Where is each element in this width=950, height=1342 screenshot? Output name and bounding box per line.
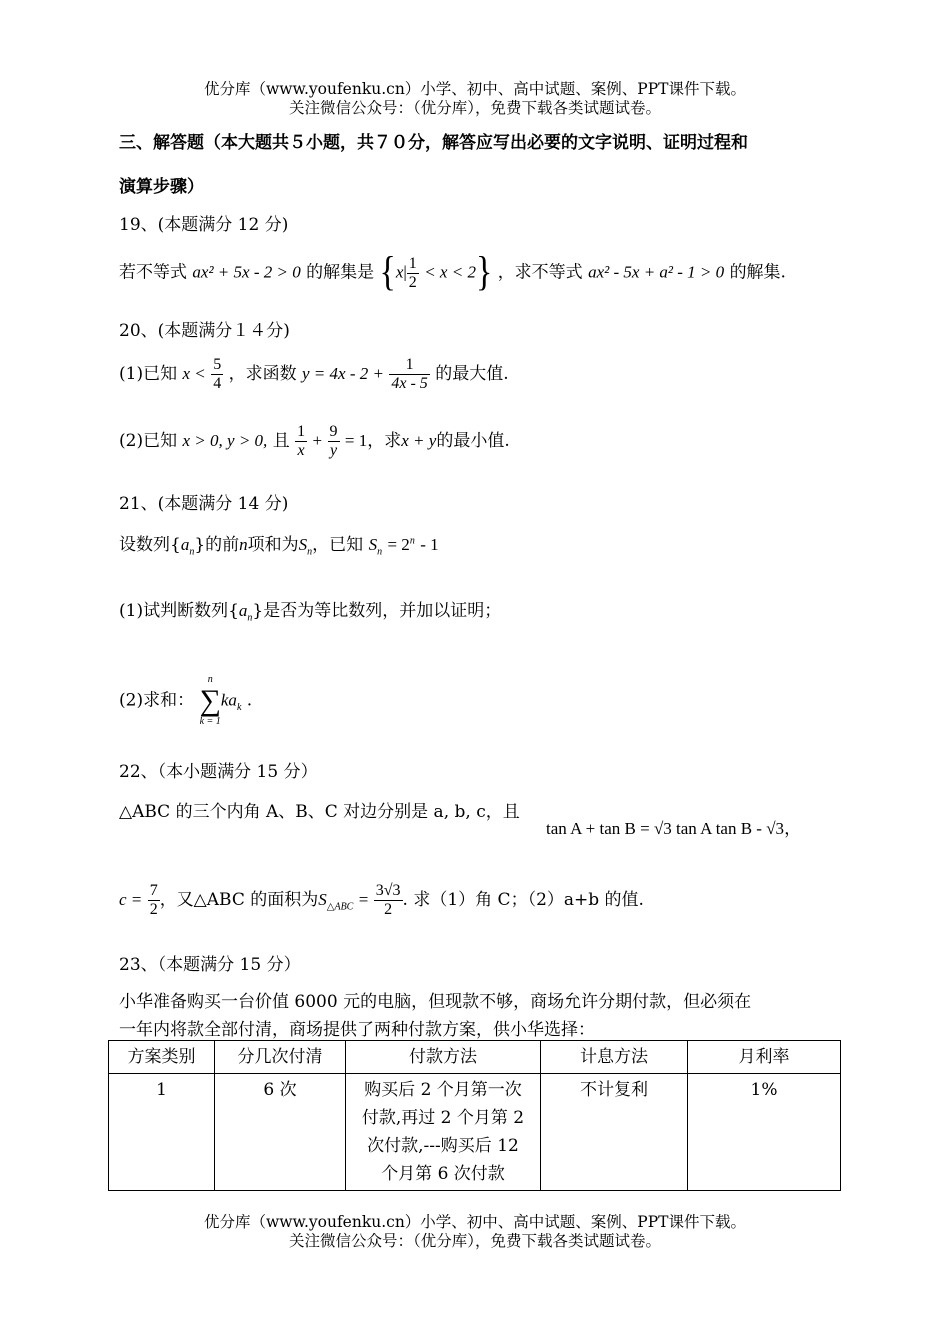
q19-set-var: x	[395, 262, 404, 282]
q21-l1-S2: S	[368, 535, 378, 554]
q21-l1-c: 项和为	[247, 535, 299, 555]
table-cell: 6 次	[215, 1074, 346, 1191]
q20-p2-text-c: ，求	[367, 431, 402, 451]
q21-part-1	[119, 596, 501, 623]
q20-p2-eq: = 1	[344, 431, 368, 450]
q22-l1-end: ，	[784, 819, 802, 839]
q21-part-2	[119, 674, 252, 728]
q19-set-rest: < x < 2	[424, 262, 476, 282]
q21-line-1	[119, 530, 439, 557]
q22-title: 22、（本小题满分 15 分）	[119, 762, 318, 782]
q21-p2-dot: .	[246, 690, 253, 711]
q22-l2-sub: △ABC	[326, 901, 354, 913]
section-desc-1: （本大题共５小题，共７０分，解答应写出必要的文字说明、证明过程和	[204, 133, 748, 153]
q20-p1-fd: 4	[213, 375, 222, 392]
section-desc-2: 演算步骤）	[119, 177, 204, 197]
table-header-cell: 月利率	[688, 1041, 841, 1074]
q20-p2-fn2: 9	[329, 423, 338, 440]
table-header-cell: 计息方法	[541, 1041, 688, 1074]
q19-set-den: 2	[408, 273, 417, 291]
table-cell: 1	[109, 1074, 215, 1191]
q20-p2-plus: +	[312, 431, 323, 450]
q22-line-2	[119, 882, 644, 919]
payment-table	[108, 1040, 841, 1191]
table-cell-line: 个月第 6 次付款	[381, 1164, 505, 1184]
table-cell-line: 购买后 2 个月第一次	[364, 1080, 522, 1100]
q21-l1-n: n	[239, 535, 248, 554]
q22-l2-b: . 求（1）角 C；（2）a+b 的值.	[402, 890, 644, 910]
q22-l2-fraction-2	[374, 882, 403, 919]
q20-p1-gd: 4x - 5	[391, 375, 428, 392]
q19-text-2: 的解集是	[306, 262, 375, 283]
table-cell-line: 付款,再过 2 个月第 2	[361, 1108, 525, 1128]
q21-l1-S-sub: n	[307, 546, 313, 558]
q21-p2-ka: ka	[220, 690, 237, 710]
q20-p2-fd1: x	[297, 442, 305, 459]
table-cell: 不计复利	[541, 1074, 688, 1191]
q21-l1-sup: n	[409, 535, 415, 547]
q20-part-1	[119, 356, 509, 393]
q20-p2-cond: x > 0, y > 0,	[182, 431, 268, 450]
bar-icon: |	[403, 262, 407, 282]
q20-p1-func: y = 4x - 2 +	[302, 364, 384, 383]
q21-l1-d: ，已知	[312, 535, 364, 555]
q21-p1-an: a	[238, 601, 248, 620]
q20-p1-gn: 1	[389, 356, 429, 375]
sum-upper: n	[207, 674, 213, 685]
q21-title: 21、(本题满分 14 分)	[119, 494, 289, 514]
table-row	[109, 1074, 841, 1191]
q21-l1-S: S	[298, 535, 308, 554]
q20-p1-fraction	[211, 356, 223, 393]
table-cell: 1%	[688, 1074, 841, 1191]
q20-p2-text-a: (2)已知	[119, 431, 178, 451]
q20-p1-fraction-2	[389, 356, 429, 393]
q20-p1-text-a: (1)已知	[119, 364, 178, 384]
q22-l2-gn: 3√3	[375, 882, 401, 899]
q21-l1-b: }的前	[194, 535, 240, 555]
q19-body	[119, 250, 786, 295]
q22-formula	[546, 814, 801, 839]
q20-p1-fn: 5	[213, 356, 222, 373]
q22-l1-a: △ABC 的三个内角 A、B、C 对边分别是 a, b, c，且	[119, 802, 520, 822]
q19-formula-2: ax² - 5x + a² - 1 > 0	[588, 262, 725, 282]
sigma-icon: ∑	[199, 684, 221, 717]
q20-p2-fn1: 1	[297, 423, 306, 440]
q21-l1-sub: n	[189, 546, 195, 558]
q21-p1-a: (1)试判断数列{	[119, 601, 239, 621]
footer-line-2: 关注微信公众号：（优分库），免费下载各类试题试卷。	[288, 1232, 661, 1250]
q20-p2-text-d: 的最小值.	[436, 431, 510, 451]
q21-l1-a: 设数列{	[119, 535, 181, 555]
table-header-cell: 付款方法	[346, 1041, 541, 1074]
q21-p1-b: }是否为等比数列，并加以证明；	[252, 601, 502, 621]
q19-title: 19、(本题满分 12 分)	[119, 215, 289, 235]
q21-l1-end: - 1	[420, 535, 439, 554]
q22-line-1	[119, 797, 520, 822]
section-title: 三、解答题	[119, 133, 204, 153]
q21-l1-an: a	[180, 535, 190, 554]
q23-line-1: 小华准备购买一台价值 6000 元的电脑，但现款不够，商场允许分期付款，但必须在	[119, 992, 752, 1012]
left-brace-icon: {	[379, 250, 396, 295]
q19-set-num: 1	[408, 254, 417, 272]
q21-p1-sub: n	[247, 612, 253, 624]
table-cell-line: 次付款,---购买后 12	[367, 1136, 519, 1156]
q20-p2-fraction-1	[295, 423, 307, 460]
q20-p2-fraction-2	[328, 423, 340, 460]
q20-p2-text-b: 且	[272, 431, 290, 451]
summation	[200, 674, 221, 728]
q19-set-fraction	[407, 255, 419, 292]
q21-l1-S2-sub: n	[377, 546, 383, 558]
q19-text-1: 若不等式	[119, 262, 187, 283]
q22-l2-fn: 7	[149, 882, 158, 899]
q22-l2-eq: =	[358, 890, 369, 909]
q19-formula-1: ax² + 5x - 2 > 0	[192, 262, 301, 282]
q20-p1-text-b: ，求函数	[228, 364, 297, 384]
q21-p2-sub: k	[236, 701, 242, 713]
q22-l2-S: S	[318, 890, 327, 909]
q22-l2-fraction	[148, 882, 160, 919]
q19-text-3: ，求不等式	[497, 262, 583, 283]
page-footer	[0, 1213, 950, 1251]
q21-l1-eq: = 2	[387, 535, 410, 554]
q22-l2-gd: 2	[384, 901, 393, 918]
q22-l1-formula: tan A + tan B = √3 tan A tan B - √3	[546, 819, 785, 838]
q22-l2-c: c =	[119, 890, 143, 909]
footer-line-1: 优分库（www.youfenku.cn）小学、初中、高中试题、案例、PPT课件下载。	[203, 1213, 747, 1231]
q20-part-2	[119, 423, 510, 460]
q20-p2-fd2: y	[329, 442, 338, 459]
q22-l2-fd: 2	[149, 901, 158, 918]
q19-text-4: 的解集.	[729, 262, 786, 283]
section-heading	[119, 128, 748, 153]
q23-line-2: 一年内将款全部付清，商场提供了两种付款方案，供小华选择：	[119, 1020, 595, 1040]
q20-p1-x: x <	[182, 364, 206, 383]
page-header	[0, 80, 950, 118]
table-cell	[346, 1074, 541, 1191]
header-line-2: 关注微信公众号：（优分库），免费下载各类试题试卷。	[288, 99, 661, 117]
q22-l2-a: ，又△ABC 的面积为	[159, 890, 319, 910]
q20-p1-text-c: 的最大值.	[435, 364, 509, 384]
q20-p2-xy: x + y	[401, 431, 437, 450]
q23-title: 23、（本题满分 15 分）	[119, 955, 301, 975]
table-header-cell: 分几次付清	[215, 1041, 346, 1074]
header-line-1: 优分库（www.youfenku.cn）小学、初中、高中试题、案例、PPT课件下载。	[203, 80, 747, 98]
sum-lower: k = 1	[199, 716, 221, 727]
q20-title: 20、(本题满分１４分)	[119, 321, 290, 341]
right-brace-icon: }	[475, 250, 493, 295]
table-header-cell: 方案类别	[109, 1041, 215, 1074]
table-header-row	[109, 1041, 841, 1074]
q21-p2-a: (2)求和：	[119, 690, 195, 711]
